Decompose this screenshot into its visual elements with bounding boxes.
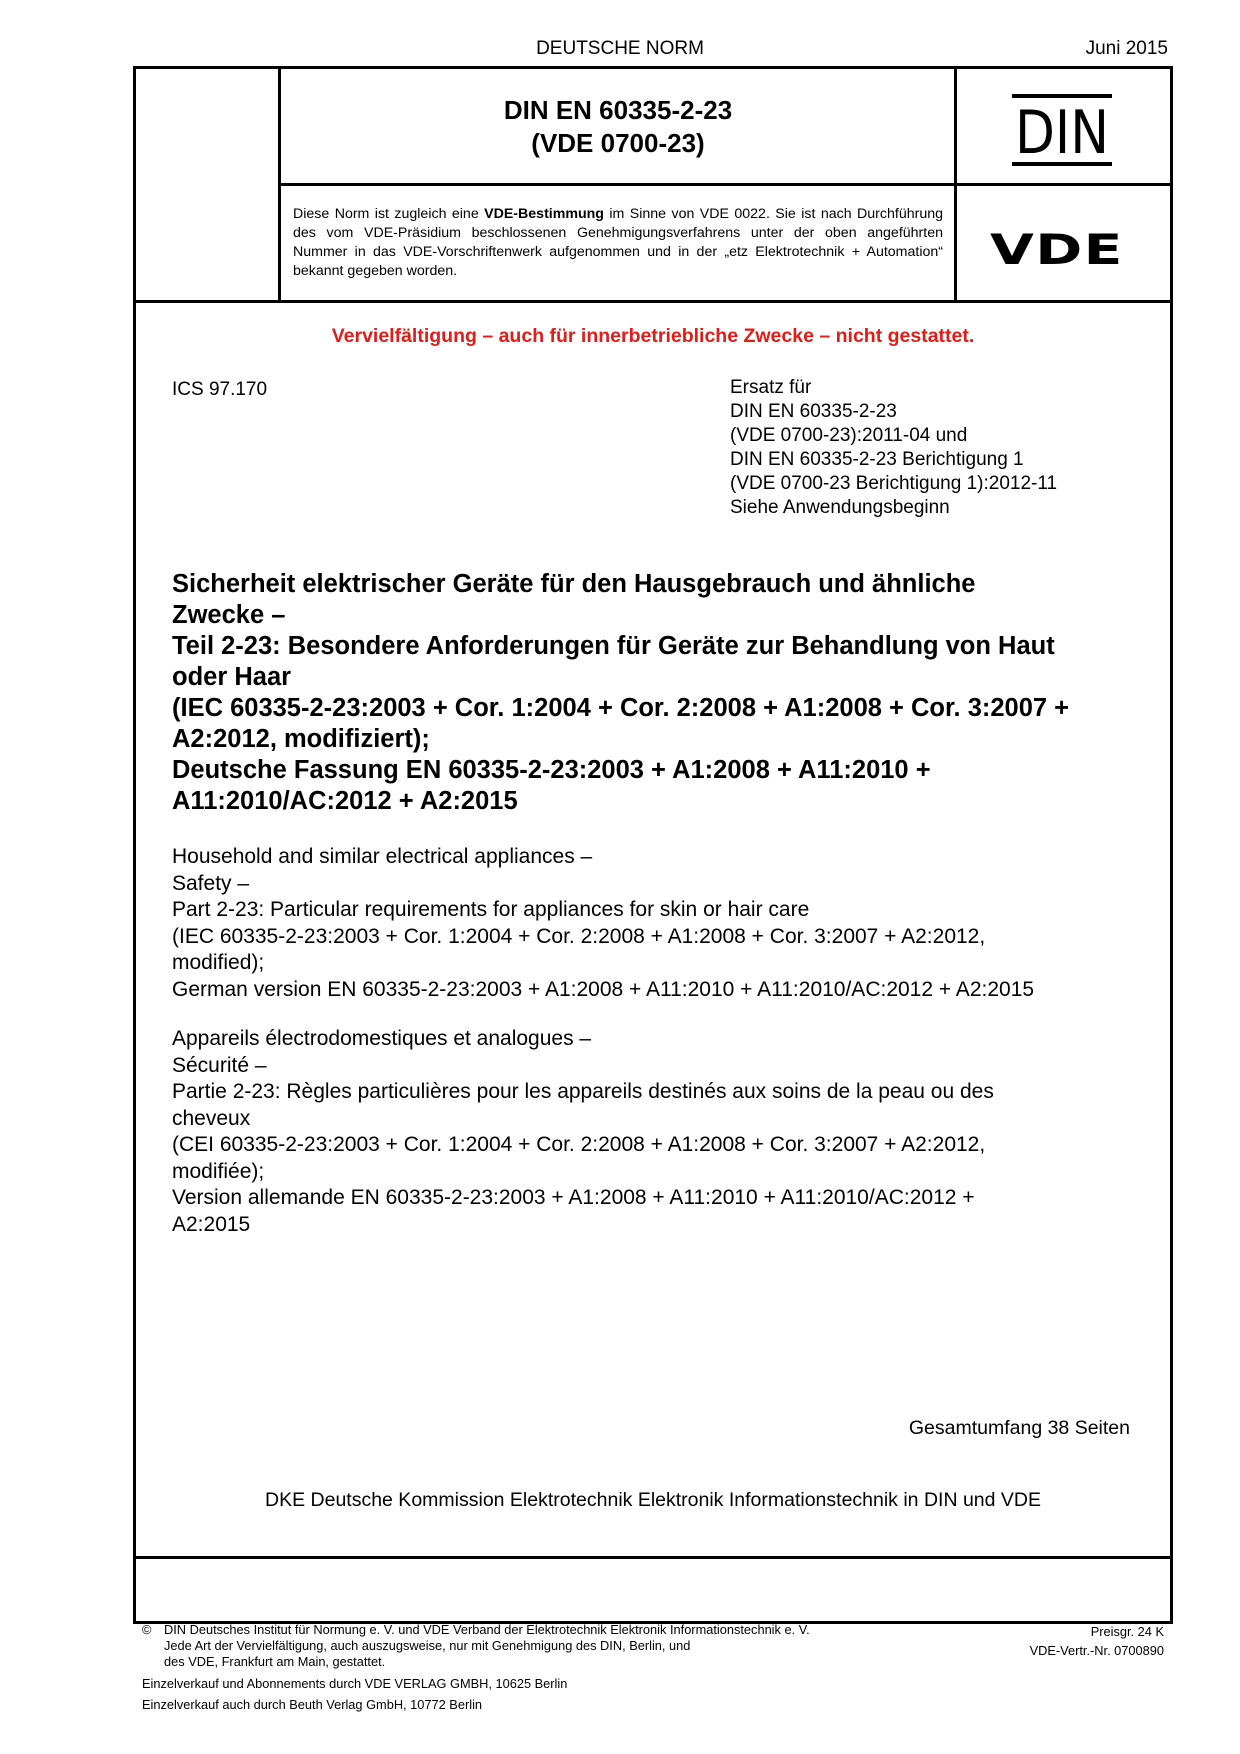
- replaces-line: (VDE 0700-23):2011-04 und: [730, 425, 968, 446]
- title-german-line: (IEC 60335-2-23:2003 + Cor. 1:2004 + Cor. 2:2008 + A1:2008 + Cor. 3:2007 +: [172, 694, 1070, 722]
- header-divider-bottom: [133, 300, 1173, 303]
- copyright-line: DIN Deutsches Institut für Normung e. V. und VDE Verband der Elektrotechnik Elektronik Informationstechnik e. V.: [164, 1622, 810, 1637]
- replaces-line: DIN EN 60335-2-23: [730, 401, 897, 422]
- norm-type-label: DEUTSCHE NORM: [536, 38, 704, 59]
- copyright-line: Jede Art der Vervielfältigung, auch auszugsweise, nur mit Genehmigung des DIN, Berlin, und: [164, 1638, 691, 1653]
- dke-committee: DKE Deutsche Kommission Elektrotechnik Elektronik Informationstechnik in DIN und VDE: [265, 1489, 1041, 1511]
- standard-number: [284, 94, 952, 160]
- replaces-line: Ersatz für: [730, 377, 812, 398]
- title-english-line: German version EN 60335-2-23:2003 + A1:2008 + A11:2010 + A11:2010/AC:2012 + A2:2015: [172, 977, 1035, 1001]
- vde-note-body: im Sinne von VDE 0022. Sie ist nach Durchführung des vom VDE-Präsidium beschlossenen Genehmigungsverfahrens unter der oben angeführten Nummer in das VDE-Vorschriftenwerk aufgenommen und in der „etz Elektrotechnik + Automation“ bekannt gegeben worden.: [293, 206, 944, 279]
- title-german-line: oder Haar: [172, 663, 292, 691]
- vde-order-number: VDE-Vertr.-Nr. 0700890: [1029, 1643, 1164, 1658]
- din-logo: [1012, 94, 1112, 166]
- title-german-line: Zwecke –: [172, 601, 286, 629]
- title-english-line: modified);: [172, 951, 265, 974]
- title-french-line: A2:2015: [172, 1212, 251, 1236]
- title-english-line: Part 2-23: Particular requirements for appliances for skin or hair care: [172, 898, 810, 921]
- standard-number-vde: (VDE 0700-23): [531, 128, 705, 158]
- header-divider-middle: [278, 183, 1173, 186]
- title-french-line: modifiée);: [172, 1159, 265, 1183]
- vde-note-intro: Diese Norm ist zugleich eine: [293, 206, 485, 222]
- replaces-block: [730, 376, 1057, 520]
- sales-line: Einzelverkauf und Abonnements durch VDE VERLAG GMBH, 10625 Berlin: [142, 1676, 568, 1691]
- title-french-line: Partie 2-23: Règles particulières pour les appareils destinés aux soins de la peau ou des: [172, 1080, 994, 1103]
- title-english: [172, 844, 1152, 1003]
- copyright-line: des VDE, Frankfurt am Main, gestattet.: [164, 1654, 386, 1669]
- copyright-notice: [142, 1622, 810, 1670]
- title-german-line: A11:2010/AC:2012 + A2:2015: [172, 787, 518, 815]
- replaces-line: DIN EN 60335-2-23 Berichtigung 1: [730, 449, 1024, 470]
- title-german: [172, 569, 1152, 817]
- replaces-line: (VDE 0700-23 Berichtigung 1):2012-11: [730, 473, 1058, 494]
- sales-line: Einzelverkauf auch durch Beuth Verlag GmbH, 10772 Berlin: [142, 1697, 483, 1712]
- price-group: Preisgr. 24 K: [1090, 1624, 1164, 1639]
- total-pages: Gesamtumfang 38 Seiten: [908, 1417, 1130, 1439]
- ics-code: ICS 97.170: [172, 379, 268, 400]
- standard-number-din: DIN EN 60335-2-23: [503, 95, 733, 125]
- title-french-line: Version allemande EN 60335-2-23:2003 + A1:2008 + A11:2010 + A11:2010/AC:2012 +: [172, 1186, 975, 1209]
- title-french-line: Appareils électrodomestiques et analogues –: [172, 1027, 592, 1050]
- title-german-line: Deutsche Fassung EN 60335-2-23:2003 + A1:2008 + A11:2010 +: [172, 756, 931, 784]
- copyright-symbol: ©: [142, 1622, 152, 1637]
- footer-divider: [133, 1556, 1173, 1559]
- sales-info: [142, 1673, 567, 1715]
- title-german-line: A2:2012, modifiziert);: [172, 725, 430, 753]
- issue-date: Juni 2015: [1085, 38, 1168, 59]
- title-german-line: Teil 2-23: Besondere Anforderungen für Geräte zur Behandlung von Haut: [172, 632, 1055, 660]
- title-french-line: cheveux: [172, 1106, 251, 1130]
- vde-logo: VDE: [990, 225, 1124, 274]
- title-english-line: (IEC 60335-2-23:2003 + Cor. 1:2004 + Cor. 2:2008 + A1:2008 + Cor. 3:2007 + A2:2012,: [172, 924, 986, 948]
- din-logo-mark: [1012, 94, 1112, 166]
- title-french: [172, 1026, 1152, 1238]
- title-french-line: (CEI 60335-2-23:2003 + Cor. 1:2004 + Cor. 2:2008 + A1:2008 + Cor. 3:2007 + A2:2012,: [172, 1133, 986, 1156]
- price-block: [1030, 1622, 1164, 1660]
- title-english-line: Safety –: [172, 871, 250, 895]
- title-german-line: Sicherheit elektrischer Geräte für den Hausgebrauch und ähnliche: [172, 570, 976, 598]
- vde-regulation-note: [293, 205, 943, 281]
- din-logo-text: DIN: [1015, 98, 1109, 168]
- vde-note-keyword: VDE-Bestimmung: [484, 206, 604, 222]
- reproduction-notice: Vervielfältigung – auch für innerbetriebliche Zwecke – nicht gestattet.: [331, 325, 975, 347]
- title-english-line: Household and similar electrical appliances –: [172, 845, 593, 868]
- title-french-line: Sécurité –: [172, 1053, 267, 1077]
- replaces-line: Siehe Anwendungsbeginn: [730, 497, 950, 518]
